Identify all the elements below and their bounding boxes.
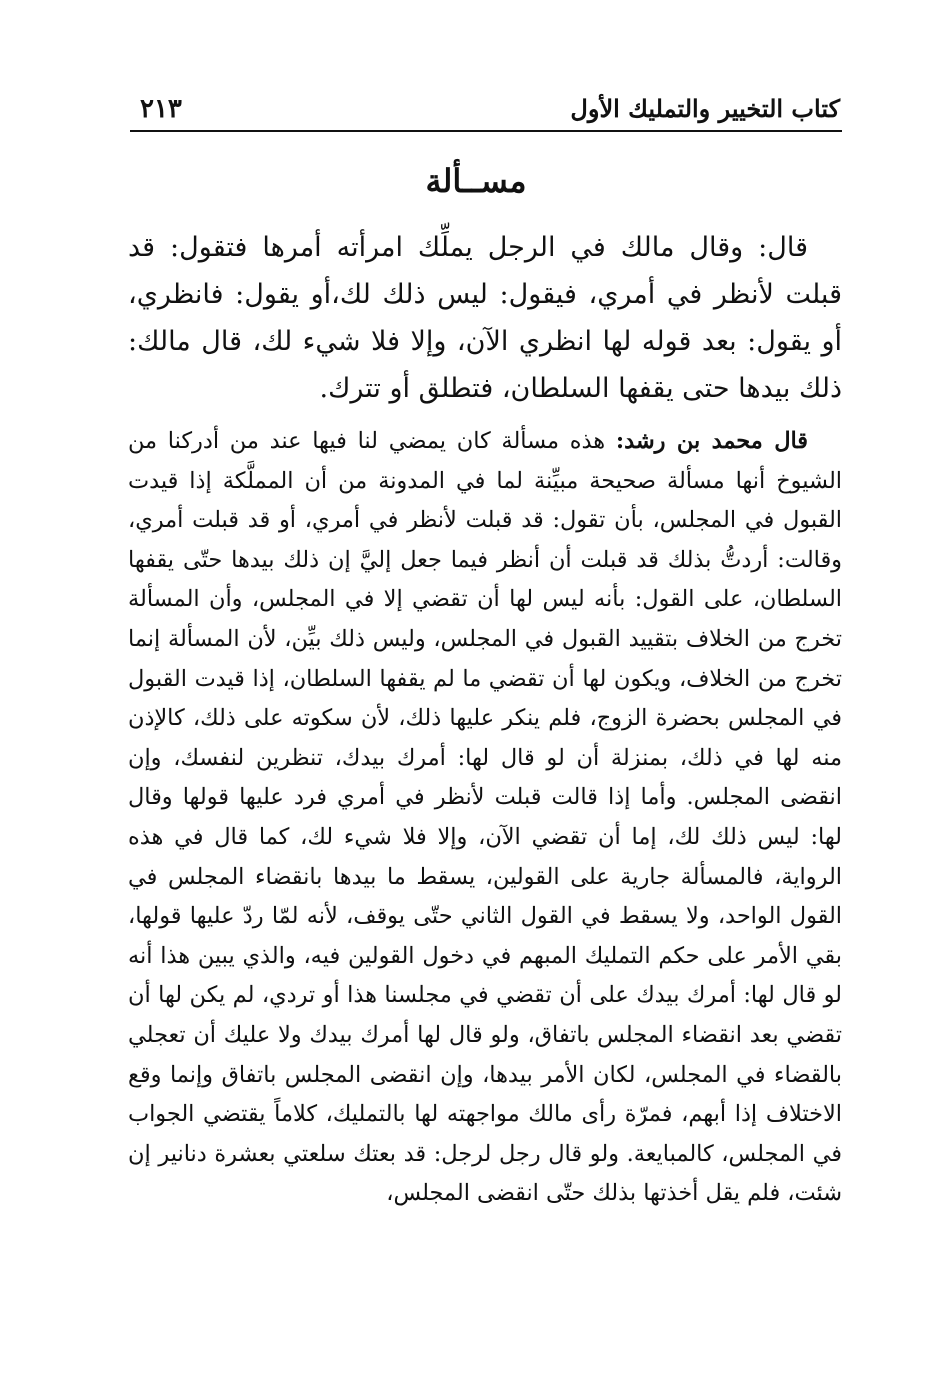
commentary-text: هذه مسألة كان يمضي لنا فيها عند من أدركنا من الشيوخ أنها مسألة صحيحة مبيِّنة لما في المدونة من أن المملَّكة إذا قيدت القبول في المجلس، بأن تقول: قد قبلت لأنظر في أمري، أو قد قبلت أمري، وقالت: أردتُّ بذلك قد قبلت أن أنظر فيما جعل إليَّ إن ذلك بيدها حتّى يقفها السلطان، على القول: بأنه ليس لها أن تقضي إلا في المجلس، وأن المسألة تخرج من الخلاف بتقييد القبول في المجلس، وليس ذلك بيِّن، لأن المسألة إنما تخرج من الخلاف، ويكون لها أن تقضي ما لم يقفها السلطان، إذا قيدت القبول في المجلس بحضرة الزوج، فلم ينكر عليها ذلك، لأن سكوته على ذلك، كالإذن منه لها في ذلك، بمنزلة أن لو قال لها: أمرك بيدك، تنظرين لنفسك، وإن انقضى المجلس. وأما إذا قالت قبلت لأنظر في أمري فرد عليها قولها وقال لها: ليس ذلك لك، إما أن تقضي الآن، وإلا فلا شيء لك، كما قال في هذه الرواية، فالمسألة جارية على القولين، يسقط ما بيدها بانقضاء المجلس في القول الواحد، ولا يسقط في القول الثاني حتّى يوقف، لأنه لمّا ردّ عليها قولها، بقي الأمر على حكم التمليك المبهم في دخول القولين فيه، والذي يبين هذا أنه لو قال لها: أمرك بيدك على أن تقضي في مجلسنا هذا أو تردي، لم يكن لها أن تقضي بعد انقضاء المجلس باتفاق، ولو قال لها أمرك بيدك ولا عليك أن تعجلي بالقضاء في المجلس، لكان الأمر بيدها، وإن انقضى المجلس باتفاق وإنما وقع الاختلاف إذا أبهم، فمرّة رأى مالك مواجهته لها بالتمليك، كلاماً يقتضي الجواب في المجلس، كالمبايعة. ولو قال رجل لرجل: قد بعتك سلعتي بعشرة دنانير إن شئت، فلم يقل أخذتها بذلك حتّى انقضى المجلس، [128, 428, 842, 1207]
header-rule [130, 130, 842, 132]
running-title: كتاب التخيير والتمليك الأول [570, 94, 840, 123]
section-title: مســألة [425, 162, 527, 200]
page-number: ٢١٣ [140, 94, 182, 124]
commentary-paragraph [128, 422, 842, 1214]
matn-paragraph: قال: وقال مالك في الرجل يملِّك امرأته أمرها فتقول: قد قبلت لأنظر في أمري، فيقول: ليس ذلك لك،أو يقول: فانظري، أو يقول: بعد قوله لها انظري الآن، وإلا فلا شيء لك، قال مالك: ذلك بيدها حتى يقفها السلطان، فتطلق أو تترك. [128, 232, 842, 404]
page-header [130, 92, 840, 132]
commentary-author-label: قال محمد بن رشد: [615, 428, 808, 454]
